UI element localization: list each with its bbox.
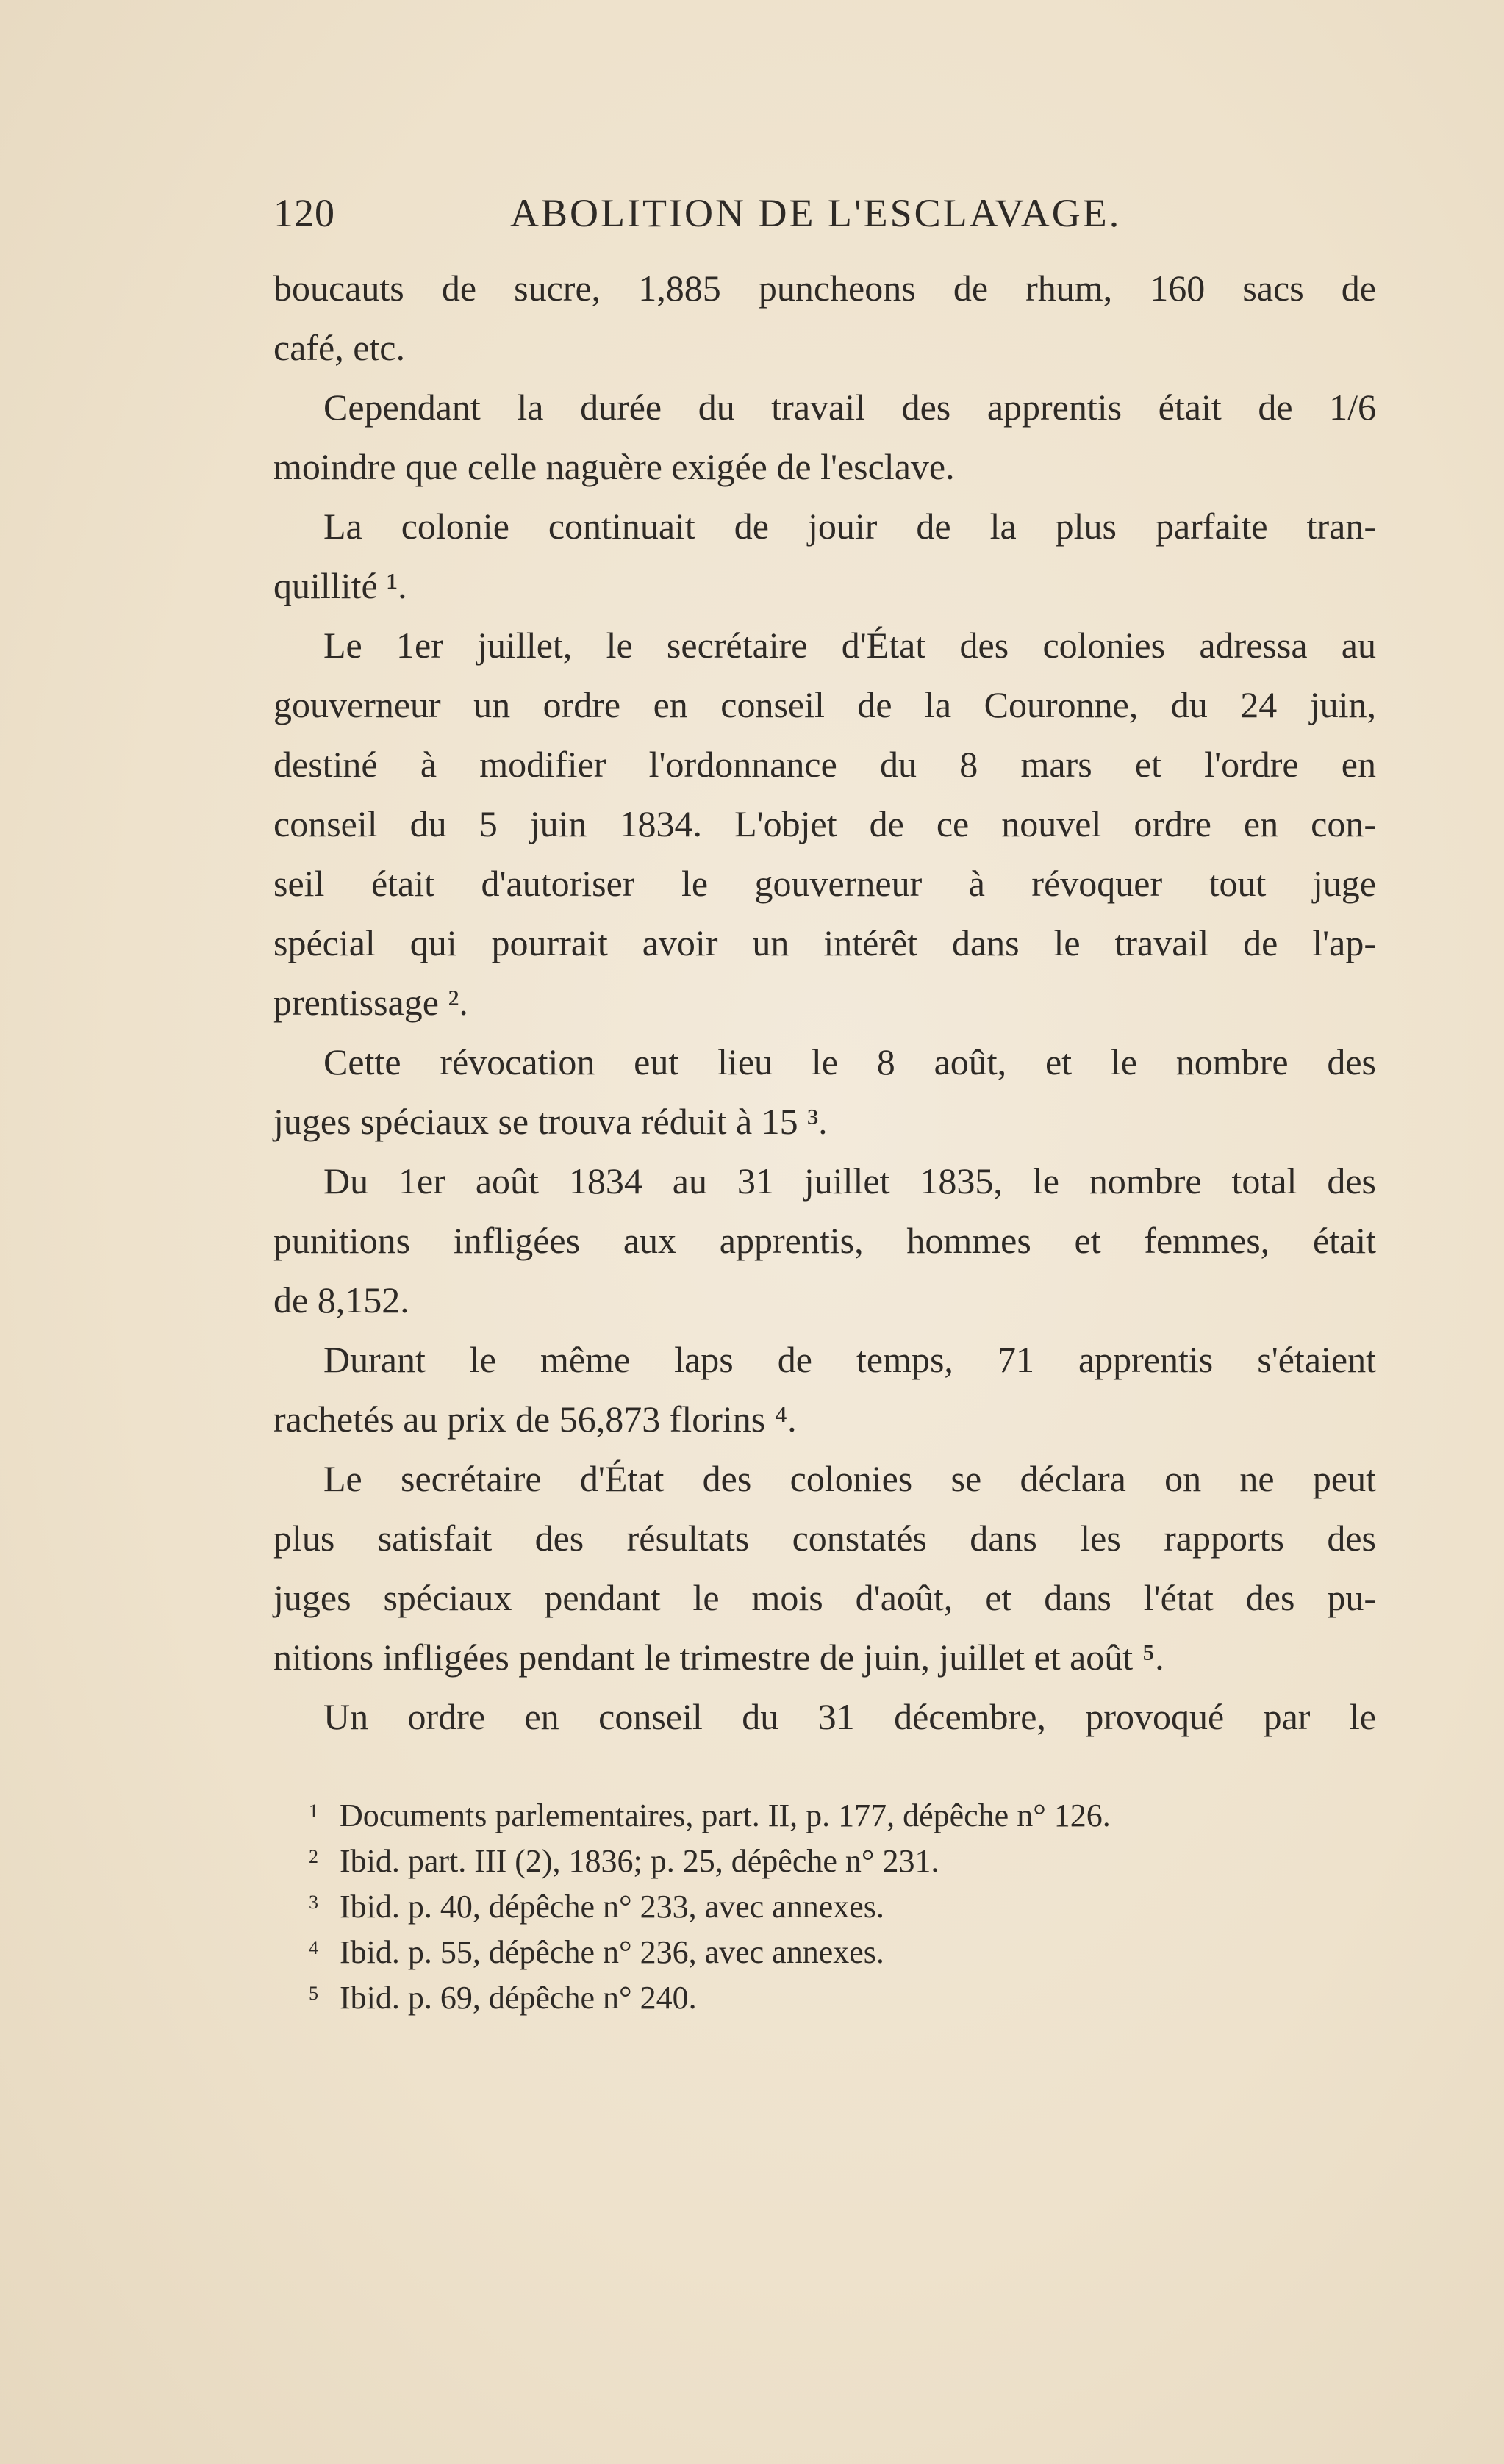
text-line: juges spéciaux pendant le mois d'août, et dans l'état des pu- xyxy=(273,1577,1376,1618)
footnote-text: Documents parlementaires, part. II, p. 177, dépêche n° 126. xyxy=(340,1797,1111,1833)
text-line: Du 1er août 1834 au 31 juillet 1835, le nombre total des xyxy=(323,1160,1376,1202)
text-line: gouverneur un ordre en conseil de la Couronne, du 24 juin, xyxy=(273,684,1376,725)
text-line: Durant le même laps de temps, 71 apprentis s'étaient xyxy=(323,1339,1376,1380)
text-line: conseil du 5 juin 1834. L'objet de ce nouvel ordre en con- xyxy=(273,803,1376,844)
text-line: juges spéciaux se trouva réduit à 15 ³. xyxy=(273,1101,828,1142)
page-number: 120 xyxy=(273,191,335,235)
footnote-text: Ibid. part. III (2), 1836; p. 25, dépêche n° 231. xyxy=(340,1843,939,1879)
footnote xyxy=(273,1930,1376,1975)
text-line: plus satisfait des résultats constatés dans les rapports des xyxy=(273,1517,1376,1559)
footnote-mark: 5 xyxy=(309,1983,318,2004)
text-line: La colonie continuait de jouir de la plus parfaite tran- xyxy=(323,506,1376,547)
text-line: destiné à modifier l'ordonnance du 8 mars et l'ordre en xyxy=(273,744,1376,785)
text-line: Le 1er juillet, le secrétaire d'État des colonies adressa au xyxy=(323,625,1376,666)
text-line: moindre que celle naguère exigée de l'esclave. xyxy=(273,446,955,487)
footnote xyxy=(273,1839,1376,1884)
text-line: Le secrétaire d'État des colonies se déclara on ne peut xyxy=(323,1458,1376,1499)
footnote-mark: 4 xyxy=(309,1937,318,1958)
footnote xyxy=(273,1975,1376,2021)
text-line: café, etc. xyxy=(273,327,406,368)
footnote-mark: 3 xyxy=(309,1892,318,1913)
footnotes xyxy=(273,1793,1376,2021)
text-line: Un ordre en conseil du 31 décembre, provoqué par le xyxy=(323,1696,1376,1737)
text-line: de 8,152. xyxy=(273,1279,409,1321)
running-title: ABOLITION DE L'ESCLAVAGE. xyxy=(510,191,1122,235)
text-line: seil était d'autoriser le gouverneur à révoquer tout juge xyxy=(273,863,1376,904)
text-line: Cependant la durée du travail des apprentis était de 1/6 xyxy=(323,387,1376,428)
page-header xyxy=(273,184,1376,243)
footnote-text: Ibid. p. 69, dépêche n° 240. xyxy=(340,1980,697,2016)
body-text xyxy=(273,259,1376,1747)
footnote-text: Ibid. p. 40, dépêche n° 233, avec annexes. xyxy=(340,1889,884,1925)
footnote xyxy=(273,1884,1376,1930)
footnote-mark: 1 xyxy=(309,1800,318,1822)
footnote xyxy=(273,1793,1376,1839)
text-line: punitions infligées aux apprentis, hommes et femmes, était xyxy=(273,1220,1376,1261)
text-line: nitions infligées pendant le trimestre de juin, juillet et août ⁵. xyxy=(273,1637,1164,1678)
text-line: rachetés au prix de 56,873 florins ⁴. xyxy=(273,1398,797,1440)
text-line: spécial qui pourrait avoir un intérêt dans le travail de l'ap- xyxy=(273,922,1376,963)
footnote-text: Ibid. p. 55, dépêche n° 236, avec annexes. xyxy=(340,1934,884,1970)
text-line: boucauts de sucre, 1,885 puncheons de rhum, 160 sacs de xyxy=(273,267,1376,309)
text-line: Cette révocation eut lieu le 8 août, et le nombre des xyxy=(323,1041,1376,1082)
footnote-mark: 2 xyxy=(309,1846,318,1867)
text-line: prentissage ². xyxy=(273,982,468,1023)
text-line: quillité ¹. xyxy=(273,565,407,606)
